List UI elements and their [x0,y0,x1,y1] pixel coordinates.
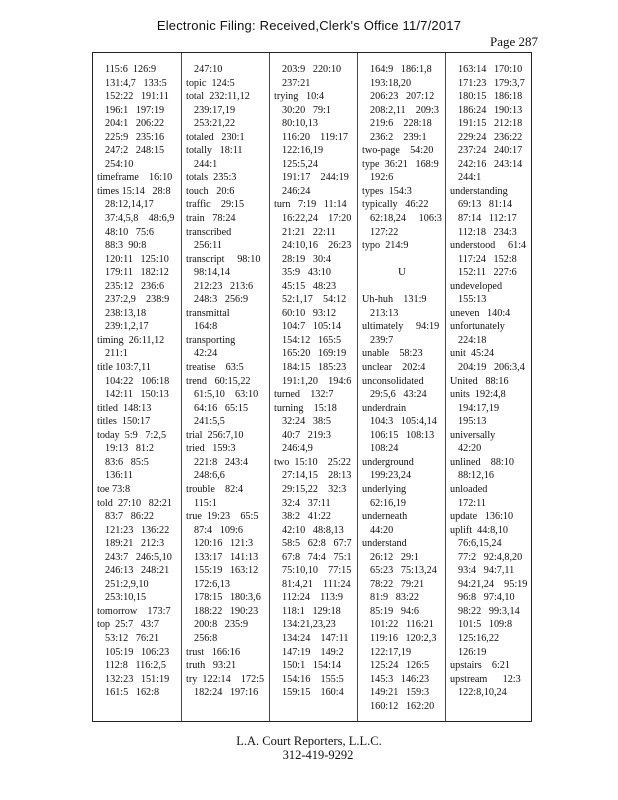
index-entry: 204:1 206:22 [105,118,165,130]
index-letter-heading: U [398,266,406,279]
index-entry: tried 159:3 [186,443,236,455]
index-entry: 69:13 81:14 [458,199,513,211]
index-entry: totals 235:3 [186,172,237,184]
index-entry: 98:14,14 [194,267,230,279]
index-entry: 248:3 256:9 [194,294,249,306]
index-entry: 122:16,19 [282,145,324,157]
index-entry: 246:24 [282,185,311,197]
index-column-5 [445,53,531,721]
index-entry: 229:24 236:22 [458,131,523,143]
index-entry: upstream 12:3 [450,673,521,685]
index-entry: 42:10 48:8,13 [282,524,344,536]
index-entry: tomorrow 173:7 [97,605,171,617]
index-entry: ultimately 94:19 [362,321,440,333]
index-entry: 236:2 239:1 [370,131,427,143]
index-entry: 239:1,2,17 [105,321,149,333]
index-entry: 155:13 [458,294,487,306]
index-entry: 58:5 62:8 67:7 [282,538,352,550]
index-entry: 45:15 48:23 [282,280,337,292]
index-entry: 44:20 [370,524,394,536]
index-entry: 150:1 154:14 [282,660,342,672]
index-entry: 87:4 109:6 [194,524,243,536]
index-entry: 106:15 108:13 [370,429,435,441]
index-entry: 83:7 86:22 [105,511,154,523]
index-entry: upstairs 6:21 [450,660,510,672]
index-entry: 81:9 83:22 [370,592,419,604]
index-entry: 85:19 94:6 [370,605,419,617]
index-entry: underdrain [362,402,407,414]
index-entry: 42:24 [194,348,218,360]
index-entry: topic 124:5 [186,77,235,89]
index-entry: 38:2 41:22 [282,511,331,523]
index-entry: unconsolidated [362,375,424,387]
index-entry: underlying [362,483,407,495]
index-entry: transcribed [186,226,232,238]
index-entry: 112:8 116:2,5 [105,660,166,672]
index-entry: 147:19 149:2 [282,646,344,658]
index-entry: 29:15,22 32:3 [282,483,347,495]
index-entry: 105:19 106:23 [105,646,170,658]
index-entry: 125:24 126:5 [370,660,430,672]
index-entry: 242:16 243:14 [458,158,523,170]
index-entry: 78:22 79:21 [370,578,425,590]
index-entry: trust 166:16 [186,646,241,658]
index-entry: 194:17,19 [458,402,500,414]
index-entry: 101:22 116:21 [370,619,434,631]
index-entry: 62:16,19 [370,497,406,509]
index-entry: 104:3 105:4,14 [370,416,437,428]
index-entry: uneven 140:4 [450,307,511,319]
index-entry: 188:22 190:23 [194,605,259,617]
index-entry: 125:16,22 [458,632,500,644]
index-entry: 125:5,24 [282,158,318,170]
index-entry: 28:12,14,17 [105,199,154,211]
index-entry: 149:21 159:3 [370,687,430,699]
index-entry: 27:14,15 28:13 [282,470,352,482]
index-entry: 40:7 219:3 [282,429,331,441]
index-entry: unit 45:24 [450,348,495,360]
index-entry: 21:21 22:11 [282,226,336,238]
index-entry: 225:9 235:16 [105,131,165,143]
index-column-4 [357,53,444,721]
index-entry: two-page 54:20 [362,145,434,157]
filing-header: Electronic Filing: Received,Clerk's Office 11/7/2017 [156,18,462,33]
index-entry: 67:8 74:4 75:1 [282,551,352,563]
index-entry: 191:1,20 194:6 [282,375,352,387]
index-entry: 191:15 212:18 [458,118,523,130]
index-entry: 221:8 243:4 [194,456,249,468]
index-entry: 239:7 [370,334,394,346]
index-entry: 152:11 227:6 [458,267,517,279]
index-entry: 96:8 97:4,10 [458,592,515,604]
index-entry: 244:1 [458,172,482,184]
index-entry: times 15:14 28:8 [97,185,171,197]
index-entry: 127:22 [370,226,399,238]
index-entry: type 36:21 168:9 [362,158,439,170]
index-entry: Uh-huh 131:9 [362,294,427,306]
index-entry: transmittal [186,307,230,319]
footer-phone: 312-419-9292 [282,748,354,762]
index-entry: 101:5 109:8 [458,619,513,631]
index-entry: 196:1 197:19 [105,104,165,116]
index-entry: 104:7 105:14 [282,321,342,333]
index-entry: 243:7 246:5,10 [105,551,172,563]
index-entry: 119:16 120:2,3 [370,632,437,644]
index-entry: 126:19 [458,646,487,658]
index-entry: typo 214:9 [362,240,409,252]
index-entry: 112:24 113:9 [282,592,343,604]
index-entry: 134:24 147:11 [282,632,349,644]
index-entry: 179:11 182:12 [105,267,169,279]
index-entry [362,253,442,267]
index-entry: 256:11 [194,240,222,252]
index-entry: 80:10,13 [282,118,318,130]
index-entry: 237:2,9 238:9 [105,294,170,306]
index-entry: truth 93:21 [186,660,237,672]
index-entry: 53:12 76:21 [105,632,160,644]
index-entry: 186:24 190:13 [458,104,523,116]
index-entry: 52:1,17 54:12 [282,294,347,306]
index-entry: 182:24 197:16 [194,687,259,699]
footer-company: L.A. Court Reporters, L.L.C. [236,734,382,748]
index-entry: 224:18 [458,334,487,346]
index-entry: 134:21,23,23 [282,619,336,631]
index-entry: today 5:9 7:2,5 [97,429,167,441]
index-entry: 28:19 30:4 [282,253,331,265]
index-entry: 142:11 150:13 [105,389,169,401]
index-entry: typically 46:22 [362,199,429,211]
index-entry: trend 60:15,22 [186,375,251,387]
index-entry: underneath [362,511,408,523]
index-column-2 [181,53,268,721]
index-entry: 161:5 162:8 [105,687,160,699]
index-entry: 42:20 [458,443,482,455]
index-entry: 180:15 186:18 [458,91,523,103]
index-entry: total 232:11,12 [186,91,250,103]
index-entry: touch 20:6 [186,185,235,197]
index-entry: 81:4,21 111:24 [282,578,351,590]
index-entry: uplift 44:8,10 [450,524,509,536]
index-entry: types 154:3 [362,185,412,197]
index-entry: 247:10 [194,64,223,75]
index-entry: 87:14 112:17 [458,213,517,225]
index-entry: 213:13 [370,307,399,319]
index-entry: 76:6,15,24 [458,538,502,550]
index-entry: 120:11 125:10 [105,253,169,265]
index-entry: 247:2 248:15 [105,145,165,157]
index-entry: 24:10,16 26:23 [282,240,352,252]
index-entry: 152:22 191:11 [105,91,169,103]
index-entry: 83:6 85:5 [105,456,149,468]
index-entry: 115:1 [194,497,217,509]
index-entry: unable 58:23 [362,348,423,360]
index-entry: transporting [186,334,236,346]
index-entry: 115:6 126:9 [105,64,157,75]
index-entry: timing 26:11,12 [97,334,165,346]
index-entry: 238:13,18 [105,307,147,319]
index-entry: 206:23 207:12 [370,91,435,103]
index-entry: 122:17,19 [370,646,412,658]
index-entry: 77:2 92:4,8,20 [458,551,523,563]
index-entry: 35:9 43:10 [282,267,331,279]
index-entry: unfortunately [450,321,505,333]
index-entry: unlined 88:10 [450,456,514,468]
index-entry: turned 132:7 [274,389,334,401]
index-entry: 160:12 162:20 [370,700,435,712]
index-entry: 204:19 206:3,4 [458,362,525,374]
index-entry: top 25:7 43:7 [97,619,159,631]
index-entry: turning 15:18 [274,402,337,414]
index-entry: trying 10:4 [274,91,325,103]
index-entry: 248:6,6 [194,470,225,482]
index-entry: 154:12 165:5 [282,334,342,346]
index-entry: 88:12,16 [458,470,494,482]
index-entry: 64:16 65:15 [194,402,249,414]
index-entry: 256:8 [194,632,218,644]
index-entry: treatise 63:5 [186,362,244,374]
index-entry: 65:23 75:13,24 [370,565,437,577]
index-entry: 131:4,7 133:5 [105,77,167,89]
index-entry: two 15:10 25:22 [274,456,351,468]
index-entry: 16:22,24 17:20 [282,213,352,225]
index-entry: trouble 82:4 [186,483,244,495]
index-entry: 184:15 185:23 [282,362,347,374]
index-column-3 [269,53,356,721]
index-entry: 200:8 235:9 [194,619,249,631]
index-entry: 251:2,9,10 [105,578,149,590]
index-entry: transcript 98:10 [186,253,261,265]
index-entry: 203:9 220:10 [282,64,342,75]
index-entry: toe 73:8 [97,483,131,495]
index-entry: units 192:4,8 [450,389,506,401]
index-entry: 108:24 [370,443,399,455]
index-entry: titles 150:17 [97,416,151,428]
index-entry: 122:8,10,24 [458,687,507,699]
index-entry: 253:21,22 [194,118,236,130]
index-entry: 48:10 75:6 [105,226,154,238]
index-entry: 235:12 236:6 [105,280,165,292]
index-entry: train 78:24 [186,213,236,225]
index-entry: 159:15 160:4 [282,687,344,699]
index-entry: 155:19 163:12 [194,565,259,577]
index-entry: 246:4,9 [282,443,313,455]
index-entry: 61:5,10 63:10 [194,389,259,401]
index-entry: 192:6 [370,172,394,184]
index-entry: 19:13 81:2 [105,443,154,455]
index-entry: 154:16 155:5 [282,673,344,685]
index-entry: 211:1 [105,348,128,360]
index-entry: 32:24 38:5 [282,416,331,428]
index-entry: 145:3 146:23 [370,673,430,685]
index-entry: 26:12 29:1 [370,551,419,563]
index-entry: 136:11 [105,470,133,482]
index-entry: 164:8 [194,321,218,333]
index-entry: title 103:7,11 [97,362,151,374]
index-entry: timeframe 16:10 [97,172,173,184]
index-entry: 219:6 228:18 [370,118,432,130]
index-entry: 172:6,13 [194,578,230,590]
index-entry: 193:18,20 [370,77,412,89]
index-entry: 164:9 186:1,8 [370,64,432,75]
index-entry: 132:23 151:19 [105,673,170,685]
index-column-1 [93,53,180,721]
index-entry: 62:18,24 106:3 [370,213,442,225]
index-entry: true 19:23 65:5 [186,511,259,523]
index-entry: update 136:10 [450,511,514,523]
index-entry: 191:17 244:19 [282,172,349,184]
index-entry: 172:11 [458,497,486,509]
index-entry: 244:1 [194,158,218,170]
index-entry: 133:17 141:13 [194,551,259,563]
index-entry: trial 256:7,10 [186,429,244,441]
index-entry: 121:23 136:22 [105,524,170,536]
index-entry: 237:24 240:17 [458,145,523,157]
index-entry: 178:15 180:3,6 [194,592,261,604]
index-entry: 98:22 99:3,14 [458,605,520,617]
index-entry: 199:23,24 [370,470,412,482]
index-entry: underground [362,456,414,468]
index-entry: 30:20 79:1 [282,104,331,116]
index-entry: 241:5,5 [194,416,225,428]
index-entry: 195:13 [458,416,487,428]
index-entry: 75:10,10 77:15 [282,565,352,577]
index-entry: 116:20 119:17 [282,131,349,143]
index-entry: understanding [450,185,508,197]
index-entry: 239:17,19 [194,104,236,116]
index-entry: universally [450,429,496,441]
index-entry: 104:22 106:18 [105,375,170,387]
index-entry: 171:23 179:3,7 [458,77,525,89]
index-entry: understood 61:4 [450,240,527,252]
index-entry: told 27:10 82:21 [97,497,172,509]
index-entry: 117:24 152:8 [458,253,517,265]
index-entry: understand [362,538,407,550]
page-number: Page 287 [489,34,538,49]
index-entry: unclear 202:4 [362,362,426,374]
index-entry: 163:14 170:10 [458,64,523,75]
index-entry: 118:1 129:18 [282,605,341,617]
index-entry: totaled 230:1 [186,131,245,143]
index-entry: 189:21 212:3 [105,538,165,550]
index-entry: 29:5,6 43:24 [370,389,427,401]
index-entry: United 88:16 [450,375,509,387]
index-entry: unloaded [450,483,488,495]
index-entry: 32:4 37:11 [282,497,331,509]
index-entry: 253:10,15 [105,592,147,604]
index-entry: 93:4 94:7,11 [458,565,515,577]
index-entry: 112:18 234:3 [458,226,517,238]
index-entry: 254:10 [105,158,134,170]
index-entry: 165:20 169:19 [282,348,347,360]
index-entry: undeveloped [450,280,503,292]
index-entry: turn 7:19 11:14 [274,199,347,211]
index-entry: 60:10 93:12 [282,307,337,319]
index-entry: 237:21 [282,77,311,89]
index-entry [362,280,442,294]
index-entry: traffic 29:15 [186,199,245,211]
index-entry: 212:23 213:6 [194,280,254,292]
index-entry: 120:16 121:3 [194,538,254,550]
index-entry: totally 18:11 [186,145,243,157]
index-entry: 37:4,5,8 48:6,9 [105,213,175,225]
index-entry: titled 148:13 [97,402,152,414]
index-entry: 208:2,11 209:3 [370,104,439,116]
index-entry: 94:21,24 95:19 [458,578,528,590]
index-entry: 88:3 90:8 [105,240,147,252]
index-entry: 246:13 248:21 [105,565,170,577]
index-frame [92,52,532,722]
index-entry: try 122:14 172:5 [186,673,265,685]
